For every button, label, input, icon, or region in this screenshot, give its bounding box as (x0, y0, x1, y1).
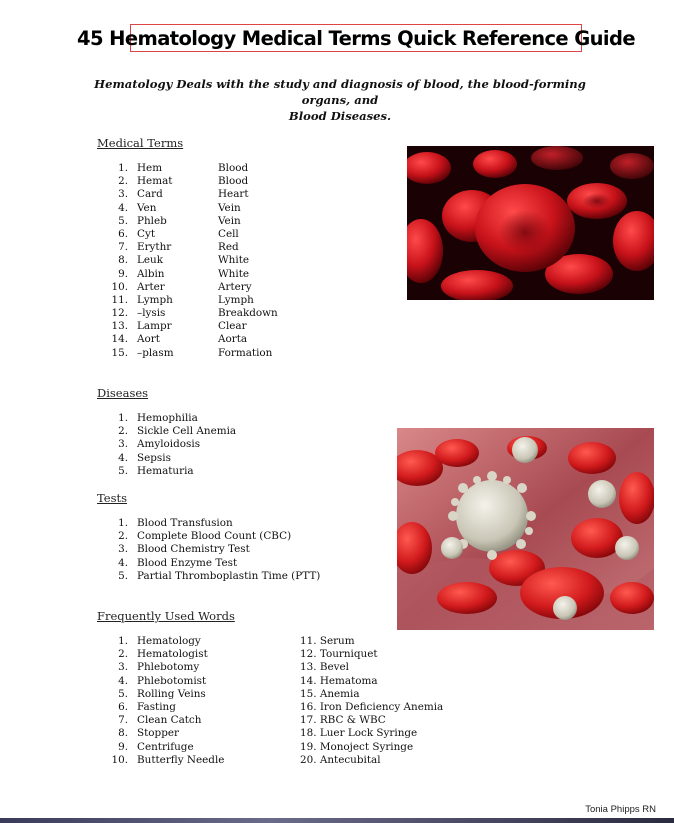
word-item: 19. Monoject Syringe (300, 740, 414, 753)
item-number: 4. (118, 674, 128, 687)
disease-name: Amyloidosis (137, 438, 201, 451)
meaning: Clear (218, 320, 247, 333)
meaning: Lymph (218, 293, 254, 306)
item-number: 2. (118, 175, 128, 188)
meaning: Cell (218, 227, 239, 240)
item-number: 7. (118, 714, 128, 727)
intro-line-2: Blood Diseases. (288, 109, 392, 123)
item-number: 1. (118, 517, 128, 529)
word: Centrifuge (137, 740, 194, 753)
term: Aort (137, 333, 160, 346)
meaning: Vein (218, 214, 241, 227)
item-number: 15. (111, 346, 128, 359)
meaning: White (218, 267, 250, 280)
page-title: 45 Hematology Medical Terms Quick Reference Guide (77, 26, 635, 50)
term: Card (137, 188, 163, 201)
meaning: Red (218, 241, 239, 254)
item-number: 10. (111, 280, 128, 293)
word: Hematologist (137, 648, 208, 661)
word-item: 20. Antecubital (300, 753, 381, 766)
word: Hematology (137, 635, 201, 647)
frequent-words-heading: Frequently Used Words (97, 609, 235, 623)
author-credit: Tonia Phipps RN (585, 804, 656, 815)
item-number: 13. (111, 320, 128, 333)
word: Butterfly Needle (137, 753, 225, 766)
test-name: Blood Enzyme Test (137, 556, 238, 569)
meaning: Aorta (218, 333, 248, 346)
word: Phlebotomy (137, 661, 200, 674)
term: Ven (137, 201, 157, 214)
item-number: 2. (118, 425, 128, 438)
diseases-heading: Diseases (97, 386, 149, 400)
disease-name: Sepsis (137, 451, 171, 464)
word-item: 14. Hematoma (300, 674, 378, 687)
intro-line-1: Hematology Deals with the study and diagnosis of blood, the blood-forming organs, and (94, 77, 586, 107)
word-item: 13. Bevel (300, 661, 349, 674)
meaning: Vein (218, 201, 241, 214)
item-number: 14. (111, 333, 128, 346)
red-blood-cells-illustration (407, 146, 654, 300)
item-number: 1. (118, 162, 128, 174)
word: Clean Catch (137, 714, 202, 727)
item-number: 7. (118, 241, 128, 254)
item-number: 3. (118, 661, 128, 674)
word-item: 11. Serum (300, 635, 355, 647)
meaning: White (218, 254, 250, 267)
blood-vessel-cells-image (397, 428, 654, 630)
bottom-edge-strip (0, 818, 674, 823)
term: Arter (137, 280, 165, 293)
item-number: 10. (111, 753, 128, 766)
term: Cyt (137, 227, 155, 240)
term: –lysis (137, 307, 166, 320)
test-name: Blood Chemistry Test (137, 543, 250, 556)
item-number: 5. (118, 464, 128, 477)
word: Phlebotomist (137, 674, 207, 687)
tests-heading: Tests (97, 491, 128, 505)
disease-name: Sickle Cell Anemia (137, 425, 237, 438)
term: Albin (137, 267, 165, 280)
word-item: 18. Luer Lock Syringe (300, 727, 418, 740)
item-number: 5. (118, 687, 128, 700)
item-number: 8. (118, 727, 128, 740)
word: Fasting (137, 700, 176, 713)
item-number: 4. (118, 451, 128, 464)
item-number: 9. (118, 740, 128, 753)
word: Stopper (137, 727, 179, 740)
frequent-words-right-list (300, 635, 443, 767)
title-box (77, 24, 635, 52)
word-item: 17. RBC & WBC (300, 714, 386, 727)
term: Lampr (137, 320, 172, 333)
item-number: 2. (118, 648, 128, 661)
term: Hemat (137, 175, 173, 188)
item-number: 3. (118, 188, 128, 201)
item-number: 3. (118, 438, 128, 451)
test-name: Blood Transfusion (137, 517, 233, 529)
item-number: 6. (118, 227, 128, 240)
word: Rolling Veins (137, 687, 206, 700)
disease-name: Hematuria (137, 464, 194, 477)
meaning: Artery (218, 280, 252, 293)
term: Hem (137, 162, 163, 174)
blood-vessel-illustration (397, 428, 654, 630)
term: Phleb (137, 214, 167, 227)
word-item: 16. Iron Deficiency Anemia (300, 700, 444, 713)
item-number: 4. (118, 201, 128, 214)
item-number: 5. (118, 569, 128, 582)
item-number: 2. (118, 530, 128, 543)
meaning: Formation (218, 346, 273, 359)
meaning: Blood (218, 162, 249, 174)
term: Erythr (137, 241, 172, 254)
word-item: 12. Tourniquet (300, 648, 378, 661)
term: Leuk (137, 254, 164, 267)
item-number: 11. (111, 293, 128, 306)
item-number: 3. (118, 543, 128, 556)
term: Lymph (137, 293, 173, 306)
intro-text (80, 76, 600, 124)
meaning: Blood (218, 175, 249, 188)
meaning: Heart (218, 188, 249, 201)
item-number: 1. (118, 412, 128, 424)
item-number: 5. (118, 214, 128, 227)
item-number: 8. (118, 254, 128, 267)
medical-terms-heading: Medical Terms (97, 136, 184, 150)
item-number: 1. (118, 635, 128, 647)
word-item: 15. Anemia (300, 687, 360, 700)
red-blood-cells-image (407, 146, 654, 300)
item-number: 9. (118, 267, 128, 280)
meaning: Breakdown (218, 307, 278, 320)
item-number: 4. (118, 556, 128, 569)
item-number: 12. (111, 307, 128, 320)
disease-name: Hemophilia (137, 412, 198, 424)
term: –plasm (137, 346, 174, 359)
test-name: Partial Thromboplastin Time (PTT) (137, 569, 321, 582)
item-number: 6. (118, 700, 128, 713)
test-name: Complete Blood Count (CBC) (137, 530, 292, 543)
